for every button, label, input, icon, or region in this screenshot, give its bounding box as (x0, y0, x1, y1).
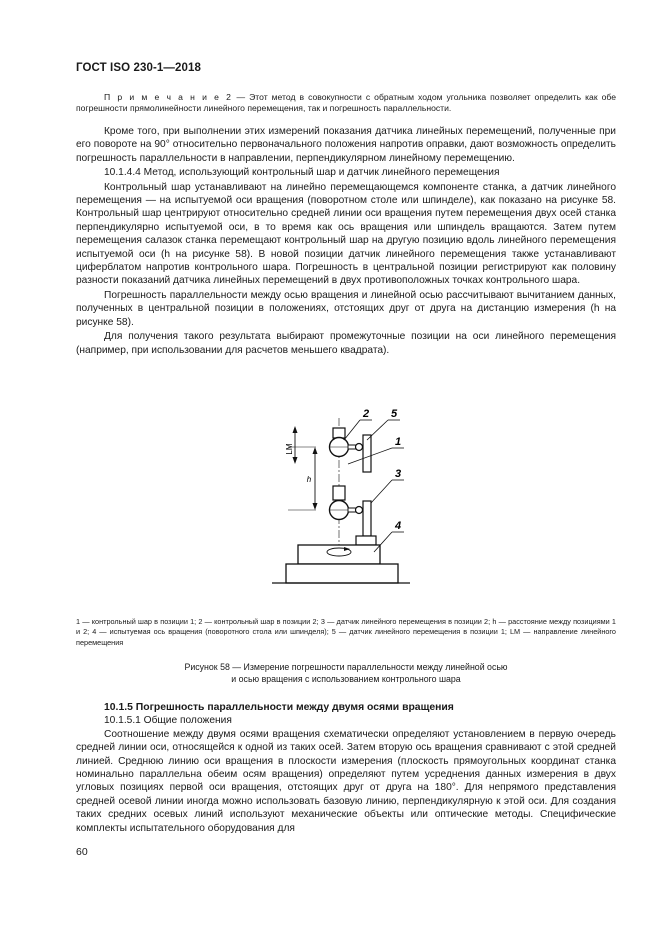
document-header: ГОСТ ISO 230-1—2018 (76, 62, 201, 74)
figure-caption-block (76, 661, 616, 685)
page-number: 60 (76, 846, 88, 858)
figure-legend-block (76, 617, 616, 648)
paragraph: Для получения такого результата выбирают промежуточные позиции на оси линейного перемещения (например, при использовании для расчетов меньшего квадрата). (76, 331, 616, 356)
paragraph: Погрешность параллельности между осью вращения и линейной осью рассчитывают вычитанием данных, полученных в центральной позиции в положениях, отстоящих друг от друга на дистанцию измерения (h на рисунке 58). (76, 289, 616, 328)
callout-2: 2 (362, 408, 370, 420)
callout-4: 4 (394, 520, 402, 532)
note-text: — Этот метод в совокупности с обратным ходом угольника позволяет определить как обе погрешности прямолинейности линейного перемещения, так и погрешность параллельности. (76, 92, 616, 114)
body-text-top (76, 125, 616, 357)
lm-label: LM (285, 443, 294, 455)
subsection-heading: 10.1.5.1 Общие положения (104, 715, 232, 727)
figure-legend: 1 — контрольный шар в позиции 1; 2 — контрольный шар в позиции 2; 3 — датчик линейного перемещения в позиции 2; h — расстояние между позициями 1 и 2; 4 — испытуемая ось вращения (поворотного стола или шпинделя); 5 — датчик линейного перемещения в позиции 1; LM — направление линейного перемещения (76, 617, 616, 647)
callout-5: 5 (390, 408, 398, 420)
note-prefix: П р и м е ч а н и е 2 (104, 92, 233, 102)
subsection-title: 10.1.4.4 Метод, использующий контрольный шар и датчик линейного перемещения (104, 167, 500, 179)
callout-3: 3 (394, 468, 402, 480)
paragraph: Кроме того, при выполнении этих измерений показания датчика линейных перемещений, полученные при его повороте на 90° относительно первоначального положения напротив оправки, дают возможность определить погрешность параллельности в направлении, перпендикулярном линейному перемещению. (76, 126, 616, 164)
h-dimension (288, 447, 318, 510)
section-10-1-5 (76, 701, 616, 835)
figure-caption-line-2: и осью вращения с использованием контрольного шара (231, 674, 461, 684)
callout-1: 1 (394, 436, 402, 448)
ball-position-2 (329, 428, 349, 457)
lm-direction-arrow (285, 426, 298, 464)
figure-58-diagram (260, 400, 420, 590)
note-2 (76, 92, 616, 115)
callouts (344, 408, 404, 552)
ball-position-1 (329, 486, 349, 520)
figure-caption-line-1: Рисунок 58 — Измерение погрешности параллельности между линейной осью (184, 662, 508, 672)
indicator-position-1 (348, 435, 371, 472)
indicator-position-2 (348, 501, 376, 545)
h-label: h (306, 475, 312, 484)
paragraph: Соотношение между двумя осями вращения схематически определяют установлением в первую очередь средней линии оси, относящейся к одной из таких осей. Затем вторую ось вращения сравнивают с этой средней линией. Среднюю линию оси вращения в плоскости измерения (плоскость прямоугольных координат станка номинально параллельна обеим осям вращения) определяют путем усреднения данных измерения в двух угловых позициях первой оси вращения, отстоящих друг от друга на 180°. Для непрямого представления средней осевой линии иногда можно использовать базовую линию, перпендикулярную к этой оси. Для создания таких средних осевых линий используют механические объекты или оптические методы. Специфические комплекты испытательного оборудования для (76, 728, 616, 834)
paragraph: Контрольный шар устанавливают на линейно перемещающемся компоненте станка, а датчик линейного перемещения — на испытуемой оси вращения (поворотном столе или шпинделе), как показано на рисунке 58. Контрольный шар центрируют относительно средней линии оси вращения путем перемещения двух осей станка перпендикулярно испытуемой оси, в то время как ось вращения или шпиндель вращаются. Затем путем перемещения салазок станка перемещают контрольный шар на другую позицию вдоль линейного перемещения испытуемой оси (h на рисунке 58). В новой позиции датчик линейного перемещения также устанавливают циферблатом напротив контрольного шара. Погрешность в центральной позиции регистрируют как половину разности показаний датчика линейных перемещений в двух противоположных точках контрольного шара. (76, 181, 616, 287)
rotary-table (272, 545, 410, 583)
section-heading: 10.1.5 Погрешность параллельности между двумя осями вращения (104, 702, 454, 713)
note-block (76, 92, 616, 115)
